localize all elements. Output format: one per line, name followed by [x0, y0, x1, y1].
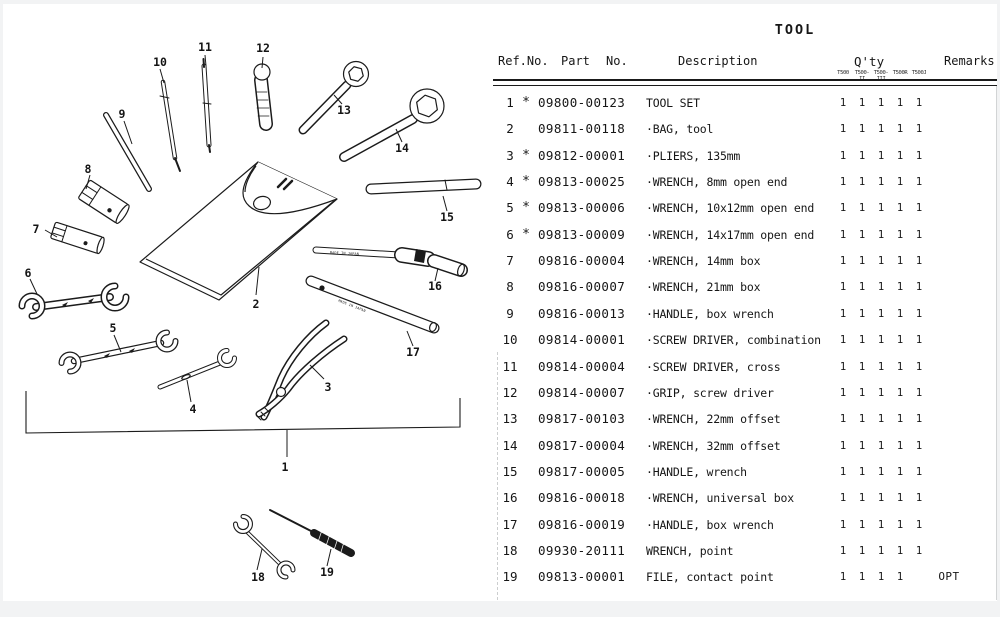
qty-cell: 1 [896, 281, 904, 294]
ref-no-cell: 8 [506, 279, 514, 295]
qty-cell: 1 [858, 465, 866, 478]
qty-cell: 1 [896, 492, 904, 505]
part-number-cell: 09813-00025 [538, 174, 626, 190]
table-row [0, 116, 1000, 142]
qty-cell: 1 [858, 97, 866, 109]
qty-cell: 1 [915, 544, 923, 557]
ref-no-cell: 14 [502, 437, 518, 453]
column-header-ref-no: Ref.No. [498, 54, 549, 68]
qty-cell: 1 [896, 571, 904, 584]
description-cell: ·GRIP, screw driver [646, 385, 774, 400]
qty-cell: 1 [896, 386, 904, 399]
table-row [0, 274, 1000, 300]
table-row [0, 248, 1000, 274]
ref-no-cell: 3 [506, 147, 514, 163]
part-number-cell: 09817-00005 [538, 463, 626, 479]
callout-4: 4 [189, 402, 197, 416]
callout-6: 6 [24, 266, 32, 280]
star-mark-cell: * [522, 174, 530, 190]
ref-no-cell: 15 [502, 463, 518, 479]
qty-cell: 1 [915, 176, 923, 189]
qty-cell: 1 [915, 255, 923, 268]
qty-cell: 1 [877, 492, 885, 505]
ref-no-cell: 5 [506, 200, 514, 216]
qty-cell: 1 [896, 360, 904, 373]
qty-cell: 1 [858, 255, 866, 268]
qty-cell: 1 [858, 202, 866, 215]
qty-cell: 1 [877, 439, 885, 452]
qty-cell: 1 [839, 123, 847, 136]
qty-cell: 1 [839, 413, 847, 426]
qty-cell: 1 [839, 386, 847, 399]
center-margin-rule [497, 352, 498, 600]
star-mark-cell: * [522, 200, 530, 216]
qty-cell: 1 [877, 386, 885, 399]
qty-cell: 1 [858, 228, 866, 241]
qty-cell: 1 [915, 123, 923, 136]
qty-cell: 1 [858, 149, 866, 162]
description-cell: WRENCH, point [646, 543, 734, 558]
ref-no-cell: 12 [502, 384, 518, 400]
qty-cell: 1 [877, 202, 885, 215]
qty-cell: 1 [896, 228, 904, 241]
callout-5: 5 [109, 321, 117, 335]
qty-cell: 1 [915, 202, 923, 215]
qty-cell: 1 [877, 123, 885, 136]
description-cell: ·WRENCH, 8mm open end [646, 175, 788, 190]
qty-cell: 1 [839, 571, 847, 584]
part-number-cell: 09816-00018 [538, 490, 626, 506]
star-mark-cell: * [522, 226, 530, 242]
qty-cell: 1 [877, 413, 885, 426]
qty-cell: 1 [877, 571, 885, 584]
qty-cell: 1 [896, 439, 904, 452]
ref-no-cell: 7 [506, 253, 514, 269]
qty-cell: 1 [896, 465, 904, 478]
callout-7: 7 [32, 222, 40, 236]
table-row [0, 143, 1000, 169]
table-row [0, 459, 1000, 485]
qty-cell: 1 [915, 228, 923, 241]
qty-cell: 1 [877, 149, 885, 162]
qty-cell: 1 [877, 307, 885, 320]
table-row [0, 433, 1000, 459]
ref-no-cell: 19 [502, 569, 518, 585]
callout-2: 2 [252, 297, 260, 311]
qty-cell: 1 [839, 97, 847, 109]
part-number-cell: 09816-00013 [538, 305, 626, 321]
callout-12: 12 [256, 41, 270, 55]
table-row [0, 354, 1000, 380]
qty-cell: 1 [839, 465, 847, 478]
qty-cell: 1 [839, 360, 847, 373]
qty-cell: 1 [858, 123, 866, 136]
ref-no-cell: 18 [502, 542, 518, 558]
qty-cell: 1 [858, 413, 866, 426]
qty-cell: 1 [915, 492, 923, 505]
qty-cell: 1 [877, 281, 885, 294]
qty-cell: 1 [858, 360, 866, 373]
qty-cell: 1 [877, 544, 885, 557]
qty-cell: 1 [839, 281, 847, 294]
table-row [0, 195, 1000, 221]
model-header-t500: T500 [837, 70, 849, 76]
column-header-remarks: Remarks [944, 54, 995, 68]
qty-cell: 1 [858, 571, 866, 584]
part-number-cell: 09813-00009 [538, 226, 626, 242]
qty-cell: 1 [839, 176, 847, 189]
qty-cell: 1 [839, 228, 847, 241]
part-number-cell: 09817-00103 [538, 411, 626, 427]
star-mark-cell: * [522, 147, 530, 163]
part-number-cell: 09814-00001 [538, 332, 626, 348]
callout-13: 13 [337, 103, 351, 117]
qty-cell: 1 [877, 334, 885, 347]
qty-cell: 1 [877, 97, 885, 109]
qty-cell: 1 [839, 518, 847, 531]
column-header-description: Description [678, 54, 758, 68]
qty-cell: 1 [896, 149, 904, 162]
qty-cell: 1 [896, 307, 904, 320]
ref-no-cell: 9 [506, 305, 514, 321]
description-cell: ·WRENCH, 10x12mm open end [646, 201, 815, 216]
qty-cell: 1 [896, 518, 904, 531]
description-cell: ·BAG, tool [646, 122, 714, 137]
part-number-cell: 09817-00004 [538, 437, 626, 453]
description-cell: ·WRENCH, 21mm box [646, 280, 761, 295]
ref-no-cell: 6 [506, 226, 514, 242]
qty-cell: 1 [877, 465, 885, 478]
description-cell: ·WRENCH, 22mm offset [646, 412, 781, 427]
qty-cell: 1 [896, 544, 904, 557]
part-number-cell: 09816-00004 [538, 253, 626, 269]
ref-no-cell: 1 [506, 95, 514, 110]
description-cell: ·HANDLE, box wrench [646, 306, 774, 321]
part-number-cell: 09816-00007 [538, 279, 626, 295]
qty-cell: 1 [858, 281, 866, 294]
part-number-cell: 09814-00007 [538, 384, 626, 400]
qty-cell: 1 [858, 386, 866, 399]
qty-cell: 1 [896, 176, 904, 189]
description-cell: FILE, contact point [646, 570, 774, 585]
callout-17: 17 [406, 345, 420, 359]
qty-cell: 1 [877, 255, 885, 268]
qty-cell: 1 [915, 439, 923, 452]
description-cell: ·WRENCH, 14x17mm open end [646, 227, 815, 242]
callout-10: 10 [153, 55, 167, 69]
qty-cell: 1 [896, 97, 904, 109]
qty-cell: 1 [858, 176, 866, 189]
made-in-japan-stamp: MADE IN JAPAN [337, 298, 367, 314]
qty-cell: 1 [839, 149, 847, 162]
qty-cell: 1 [915, 307, 923, 320]
model-header-t500r: T500R [892, 70, 908, 76]
qty-cell: 1 [896, 334, 904, 347]
qty-cell: 1 [915, 149, 923, 162]
part-number-cell: 09813-00006 [538, 200, 626, 216]
table-row [0, 169, 1000, 195]
page-title: TOOL [774, 22, 816, 38]
qty-cell: 1 [896, 255, 904, 268]
qty-cell: 1 [839, 544, 847, 557]
table-row [0, 406, 1000, 432]
qty-cell: 1 [877, 176, 885, 189]
description-cell: ·SCREW DRIVER, cross [646, 359, 781, 374]
ref-no-cell: 11 [502, 358, 518, 374]
qty-cell: 1 [839, 307, 847, 320]
table-row [0, 222, 1000, 248]
description-cell: ·SCREW DRIVER, combination [646, 333, 821, 348]
table-row [0, 485, 1000, 511]
part-number-cell: 09812-00001 [538, 147, 626, 163]
qty-cell: 1 [877, 360, 885, 373]
qty-cell: 1 [858, 544, 866, 557]
table-row [0, 327, 1000, 353]
remarks-cell: OPT [938, 570, 960, 584]
qty-cell: 1 [915, 518, 923, 531]
ref-no-cell: 13 [502, 411, 518, 427]
callout-8: 8 [84, 162, 92, 176]
part-number-cell: 09813-00001 [538, 569, 626, 585]
table-row [0, 380, 1000, 406]
qty-cell: 1 [915, 465, 923, 478]
part-number-cell: 09811-00118 [538, 121, 626, 137]
header-double-rule [493, 79, 997, 86]
qty-cell: 1 [858, 307, 866, 320]
table-row [0, 90, 1000, 116]
right-margin-rule [996, 86, 997, 600]
description-cell: ·WRENCH, 14mm box [646, 254, 761, 269]
ref-no-cell: 16 [502, 490, 518, 506]
column-header-no: No. [606, 54, 628, 68]
callout-16: 16 [428, 279, 442, 293]
callout-11: 11 [198, 40, 212, 54]
qty-cell: 1 [896, 123, 904, 136]
description-cell: ·HANDLE, wrench [646, 464, 747, 479]
callout-19: 19 [320, 565, 334, 579]
star-mark-cell: * [522, 95, 530, 110]
part-number-cell: 09816-00019 [538, 516, 626, 532]
qty-cell: 1 [915, 413, 923, 426]
qty-cell: 1 [915, 281, 923, 294]
ref-no-cell: 10 [502, 332, 518, 348]
qty-cell: 1 [839, 334, 847, 347]
qty-cell: 1 [915, 386, 923, 399]
qty-cell: 1 [839, 255, 847, 268]
description-cell: ·WRENCH, 32mm offset [646, 438, 781, 453]
qty-cell: 1 [839, 439, 847, 452]
qty-cell: 1 [858, 492, 866, 505]
qty-cell: 1 [858, 518, 866, 531]
table-row [0, 298, 1000, 327]
table-row [0, 512, 1000, 538]
qty-cell: 1 [877, 228, 885, 241]
callout-18: 18 [251, 570, 265, 584]
model-header-t500-ii: T500-II [854, 70, 870, 82]
qty-cell: 1 [877, 518, 885, 531]
callout-3: 3 [324, 380, 332, 394]
column-header-part: Part [561, 54, 590, 68]
description-cell: TOOL SET [646, 96, 700, 110]
qty-cell: 1 [915, 360, 923, 373]
description-cell: ·HANDLE, box wrench [646, 517, 774, 532]
callout-14: 14 [395, 141, 409, 155]
qty-cell: 1 [858, 439, 866, 452]
qty-cell: 1 [896, 202, 904, 215]
ref-no-cell: 2 [506, 121, 514, 137]
qty-cell: 1 [839, 202, 847, 215]
model-header-t500j: T500J [911, 70, 927, 76]
ref-no-cell: 4 [506, 174, 514, 190]
part-number-cell: 09930-20111 [538, 542, 626, 558]
table-row [0, 564, 1000, 590]
qty-cell: 1 [896, 413, 904, 426]
part-number-cell: 09814-00004 [538, 358, 626, 374]
callout-1: 1 [281, 460, 289, 474]
description-cell: ·PLIERS, 135mm [646, 148, 741, 163]
qty-cell: 1 [915, 334, 923, 347]
callout-15: 15 [440, 210, 454, 224]
part-number-cell: 09800-00123 [538, 95, 626, 110]
qty-cell: 1 [915, 97, 923, 109]
table-row [0, 538, 1000, 564]
qty-cell: 1 [858, 334, 866, 347]
model-header-t500-iii: T500-III [873, 70, 889, 82]
column-header-qty: Q'ty [854, 54, 885, 69]
made-in-japan-stamp: MADE IN JAPAN [329, 250, 360, 257]
qty-cell: 1 [839, 492, 847, 505]
ref-no-cell: 17 [502, 516, 518, 532]
description-cell: ·WRENCH, universal box [646, 491, 794, 506]
callout-9: 9 [118, 107, 126, 121]
